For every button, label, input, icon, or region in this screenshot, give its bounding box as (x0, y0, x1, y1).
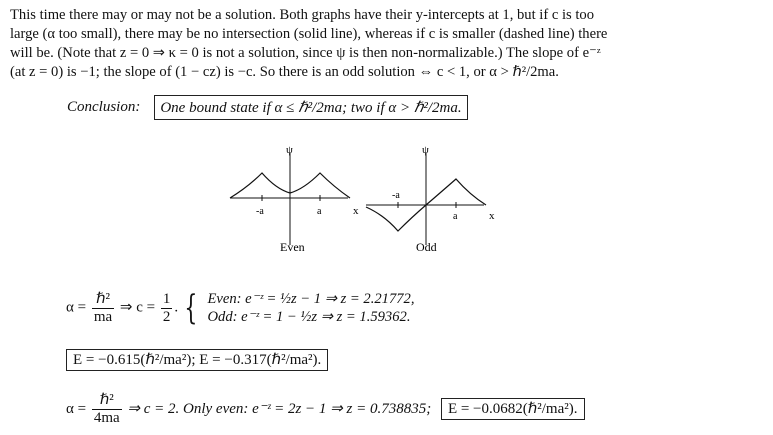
paragraph-line-4: (at z = 0) is −1; the slope of (1 − cz) is −c. So there is an odd solution ⇔ c < 1, or α > ℏ²/2ma. (10, 64, 559, 80)
eq3-frac-den: 4ma (93, 410, 120, 426)
eq3-fraction (92, 392, 122, 427)
eq1-mid: ⇒ c = (119, 299, 156, 316)
eq1-frac-den: ma (93, 308, 113, 325)
even-tick-neg-label: -a (256, 206, 264, 217)
explanation-paragraph (10, 6, 766, 82)
eq1-frac-num: ℏ² (92, 291, 114, 309)
odd-x-label: x (489, 210, 495, 222)
even-y-label: ψ (286, 145, 293, 156)
eq1-fraction (92, 291, 114, 326)
paragraph-line-2: large (α too small), there may be no intersection (solid line), whereas if c is smaller (dashed line) there (10, 26, 608, 42)
eq3-frac-num: ℏ² (92, 392, 122, 410)
eq3-boxed: E = −0.0682(ℏ²/ma²). (441, 398, 585, 420)
paragraph-line-3: will be. (Note that z = 0 ⇒ κ = 0 is not a solution, since ψ is then non-normalizable.) The slope of e⁻ᶻ (10, 45, 601, 61)
odd-tick-neg-label: -a (392, 190, 400, 201)
even-x-label: x (353, 205, 359, 217)
eq1-c-den: 2 (162, 308, 171, 325)
equation-energies (66, 350, 328, 369)
eq1-dot: . (174, 299, 179, 316)
odd-tick-pos-label: a (453, 211, 458, 222)
even-caption: Even (280, 240, 305, 254)
eq3-lhs: α = (66, 400, 87, 417)
even-graph (228, 145, 368, 255)
eq1-lhs: α = (66, 299, 87, 316)
eq1-cases (207, 290, 414, 326)
eq1-even-case: Even: e⁻ᶻ = ½z − 1 ⇒ z = 2.21772, (207, 291, 415, 307)
conclusion-box: One bound state if α ≤ ℏ²/2ma; two if α > ℏ²/2ma. (154, 95, 467, 120)
conclusion-label: Conclusion: (67, 99, 141, 115)
odd-graph (364, 145, 504, 255)
equation-alpha-4ma (66, 392, 585, 427)
conclusion-row (67, 95, 468, 120)
paragraph-line-1: This time there may or may not be a solution. Both graphs have their y-intercepts at 1, but if c is too (10, 7, 595, 23)
eq1-c-num: 1 (162, 290, 171, 307)
left-brace: { (184, 288, 198, 328)
odd-caption: Odd (416, 240, 437, 254)
eq1-c-fraction (161, 291, 173, 326)
equation-alpha-ma (66, 290, 415, 326)
eq1-odd-case: Odd: e⁻ᶻ = 1 − ½z ⇒ z = 1.59362. (207, 309, 411, 325)
odd-y-label: ψ (422, 145, 429, 156)
eq2-boxed: E = −0.615(ℏ²/ma²); E = −0.317(ℏ²/ma²). (66, 349, 328, 371)
eq3-rest: ⇒ c = 2. Only even: e⁻ᶻ = 2z − 1 ⇒ z = 0.738835; (127, 400, 432, 417)
even-tick-pos-label: a (317, 206, 322, 217)
